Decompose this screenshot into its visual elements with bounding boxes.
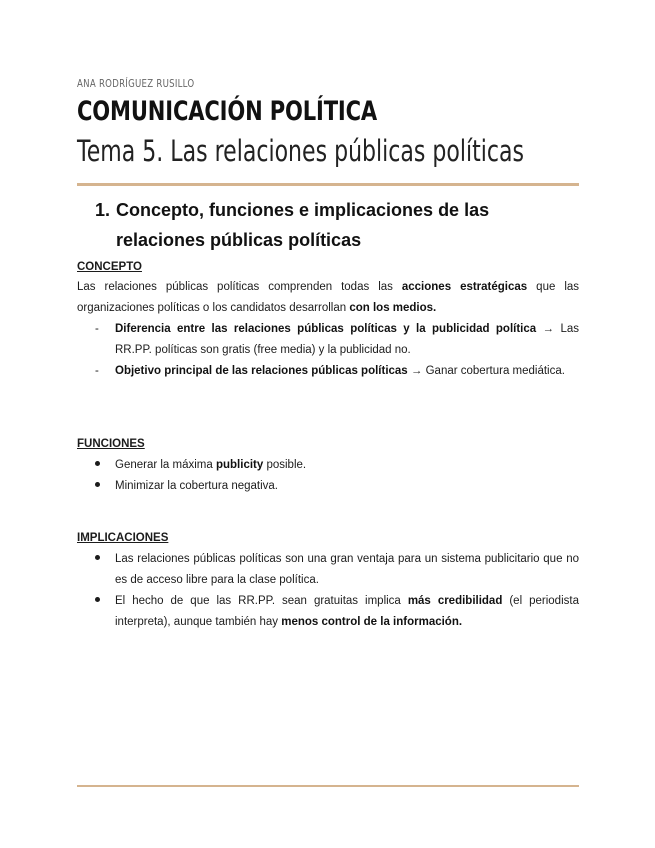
list-item: [77, 319, 579, 361]
list-item-rest: (el periodista interpreta), aunque también hay: [115, 595, 579, 628]
list-item-rest: posible.: [263, 459, 307, 471]
concepto-text-1: Las relaciones públicas políticas comprenden todas las: [77, 281, 402, 293]
concepto-paragraph: [77, 277, 579, 319]
author-name: ANA RODRÍGUEZ RUSILLO: [77, 78, 195, 90]
concepto-bold-1: acciones estratégicas: [401, 281, 528, 293]
concepto-bold-2: con los medios.: [349, 302, 437, 314]
top-divider: [77, 183, 579, 186]
bullet-icon: [77, 549, 115, 591]
list-item-bold: más credibilidad: [407, 595, 503, 607]
document-subtitle: Tema 5. Las relaciones públicas políticas: [77, 134, 524, 168]
list-item: [77, 591, 579, 633]
concepto-block: [77, 259, 579, 382]
section-title: Concepto, funciones e implicaciones de las relaciones públicas políticas: [116, 200, 490, 250]
section-heading: [95, 195, 579, 255]
concepto-heading: CONCEPTO: [77, 261, 142, 273]
list-item-bold: menos control de la información.: [281, 616, 463, 628]
concepto-text-2: que las organizaciones políticas o los candidatos desarrollan: [77, 281, 580, 314]
list-item: [77, 455, 579, 476]
list-item-rest: → Las RR.PP. políticas son gratis (free media) y la publicidad no.: [115, 323, 579, 356]
bullet-icon: [77, 591, 115, 633]
list-item: [77, 476, 579, 497]
funciones-block: [77, 436, 579, 497]
document-title: COMUNICACIÓN POLÍTICA: [77, 96, 378, 127]
list-item-text: Minimizar la cobertura negativa.: [115, 480, 278, 492]
list-item-bold: Diferencia entre las relaciones públicas políticas y la publicidad política: [115, 323, 537, 335]
bullet-icon: [77, 476, 115, 497]
dash-marker: -: [95, 323, 99, 335]
list-item-text: [115, 455, 579, 476]
implicaciones-heading: IMPLICACIONES: [77, 532, 169, 544]
section-number: 1.: [95, 200, 111, 220]
list-item-text: [115, 591, 579, 633]
list-item-bold: Objetivo principal de las relaciones públicas políticas: [115, 365, 408, 377]
list-item: [77, 361, 579, 382]
list-item-rest: El hecho de que las RR.PP. sean gratuitas implica: [115, 595, 408, 607]
dash-marker: -: [95, 365, 99, 377]
bottom-divider: [77, 785, 579, 787]
bullet-icon: [77, 455, 115, 476]
list-item-bold: publicity: [215, 459, 264, 471]
list-item-rest: Generar la máxima: [115, 459, 216, 471]
implicaciones-block: [77, 530, 579, 633]
list-item: [77, 549, 579, 591]
list-item-text: [115, 319, 579, 361]
list-item-text: [115, 361, 579, 382]
funciones-heading: FUNCIONES: [77, 438, 145, 450]
list-item-rest: → Ganar cobertura mediática.: [407, 365, 565, 377]
list-item-text: Las relaciones públicas políticas son una gran ventaja para un sistema publicitario que no es de acceso libre para la clase política.: [115, 553, 579, 586]
